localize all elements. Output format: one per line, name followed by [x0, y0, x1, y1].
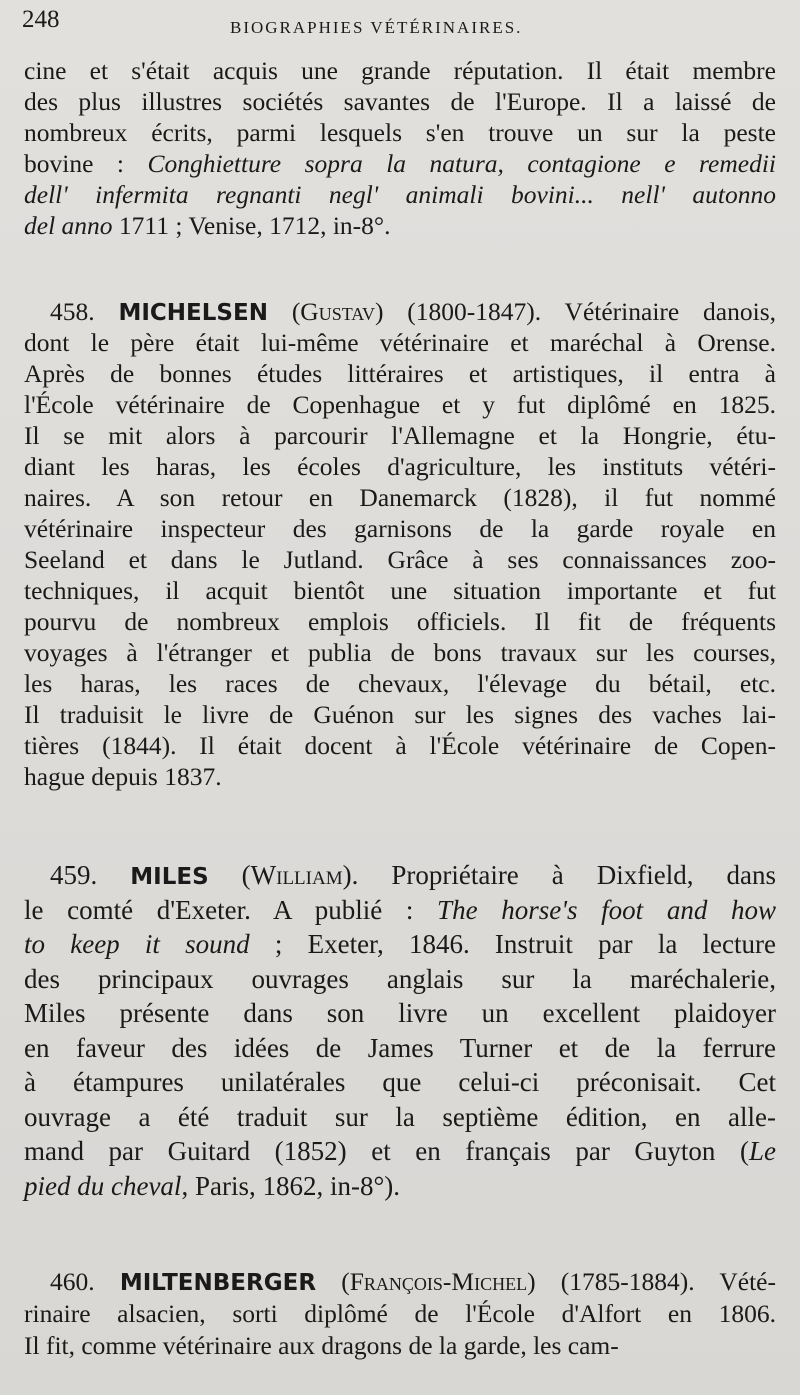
text-segment: , Paris, 1862, in-8°). [181, 1170, 400, 1201]
book-title-italic: pied du cheval [24, 1170, 182, 1201]
book-title-italic: Conghietture sopra la natura, contagione e remedii [147, 149, 776, 178]
entry-heading-line [24, 858, 776, 893]
entry-given-name: (François-Michel) [341, 1267, 536, 1296]
text-line: vétérinaire inspecteur des garnisons de la garde royale en [24, 514, 776, 543]
text-line: nombreux écrits, parmi lesquels s'en trouve un sur la peste [24, 118, 776, 147]
entry-460 [24, 1266, 776, 1362]
text-segment: ; Exeter, 1846. Instruit par la lecture [249, 929, 776, 959]
text-line [24, 1134, 776, 1169]
text-line: Miles présente dans son livre un excellent plaidoyer [24, 998, 776, 1028]
text-segment: le comté d'Exeter. A publié : [24, 894, 438, 925]
text-line: des principaux ouvrages anglais sur la maréchalerie, [24, 963, 776, 994]
entry-number: 459. [50, 860, 98, 890]
text-line: les haras, les races de chevaux, l'élevage du bétail, etc. [24, 669, 776, 698]
entry-name: MICHELSEN [118, 300, 268, 326]
text-line: Il se mit alors à parcourir l'Allemagne et la Hongrie, étu- [24, 421, 776, 450]
entry-458 [24, 296, 776, 792]
text-segment: bovine : [24, 149, 148, 178]
text-line [24, 148, 776, 179]
text-line: à étampures unilatérales que celui-ci préconisait. Cet [24, 1067, 776, 1097]
book-title-italic: The horse's foot and how [437, 894, 777, 925]
text-segment: . Propriétaire à Dixfield, dans [351, 860, 776, 890]
continuation-paragraph [24, 55, 776, 241]
text-line: pourvu de nombreux emplois officiels. Il fit de fréquents [24, 607, 776, 636]
text-line [24, 210, 776, 241]
running-title: BIOGRAPHIES VÉTÉRINAIRES. [230, 18, 523, 37]
entry-given-name: (William) [241, 860, 352, 890]
text-line: Après de bonnes études littéraires et artistiques, il entra à [24, 359, 776, 388]
text-line: Il fit, comme vétérinaire aux dragons de la garde, les cam- [24, 1331, 619, 1360]
entry-heading-line [24, 1266, 776, 1298]
page-number: 248 [22, 6, 60, 33]
text-segment: mand par Guitard (1852) et en français par Guyton ( [24, 1136, 749, 1166]
text-line: diant les haras, les écoles d'agriculture, les instituts vétéri- [24, 452, 776, 481]
text-segment: 1711 ; Venise, 1712, in-8°. [112, 211, 391, 240]
text-segment: (1785-1884). Vété- [535, 1267, 776, 1296]
entry-name: MILTENBERGER [119, 1270, 317, 1296]
text-line: dont le père était lui-même vétérinaire et maréchal à Orense. [24, 328, 776, 357]
text-line: hague depuis 1837. [24, 762, 222, 791]
text-line: Il traduisit le livre de Guénon sur les signes des vaches lai- [24, 700, 776, 729]
text-line: voyages à l'étranger et publia de bons travaux sur les courses, [24, 638, 776, 667]
text-segment: (1800-1847). Vétérinaire danois, [383, 297, 777, 326]
text-line: ouvrage a été traduit sur la septième édition, en alle- [24, 1101, 776, 1132]
text-line: cine et s'était acquis une grande réputation. Il était membre [24, 56, 776, 85]
text-line: des plus illustres sociétés savantes de l'Europe. Il a laissé de [24, 87, 776, 116]
entry-heading-line [24, 296, 776, 327]
book-title-italic: Le [749, 1136, 776, 1166]
text-line: tières (1844). Il était docent à l'École vétérinaire de Copen- [24, 731, 776, 760]
text-line: l'École vétérinaire de Copenhague et y fut diplômé en 1825. [24, 390, 776, 419]
book-title-italic: del anno [24, 211, 113, 240]
text-line: techniques, il acquit bientôt une situation importante et fut [24, 576, 776, 605]
book-title-italic: dell' infermita regnanti negl' animali bovini... nell' autonno [24, 180, 776, 209]
text-line: en faveur des idées de James Turner et de la ferrure [24, 1032, 776, 1063]
text-line: naires. A son retour en Danemarck (1828), il fut nommé [24, 483, 776, 512]
entry-459 [24, 858, 776, 1203]
running-head [0, 6, 800, 46]
entry-number: 460. [50, 1267, 95, 1296]
text-line: rinaire alsacien, sorti diplômé de l'École d'Alfort en 1806. [24, 1299, 776, 1328]
entry-given-name: (Gustav) [291, 297, 384, 326]
text-line [24, 927, 776, 962]
entry-number: 458. [50, 297, 95, 326]
text-line [24, 1169, 776, 1204]
book-title-italic: to keep it sound [24, 929, 250, 959]
entry-name: MILES [130, 864, 209, 890]
text-line [24, 893, 776, 928]
text-line: Seeland et dans le Jutland. Grâce à ses connaissances zoo- [24, 545, 776, 574]
